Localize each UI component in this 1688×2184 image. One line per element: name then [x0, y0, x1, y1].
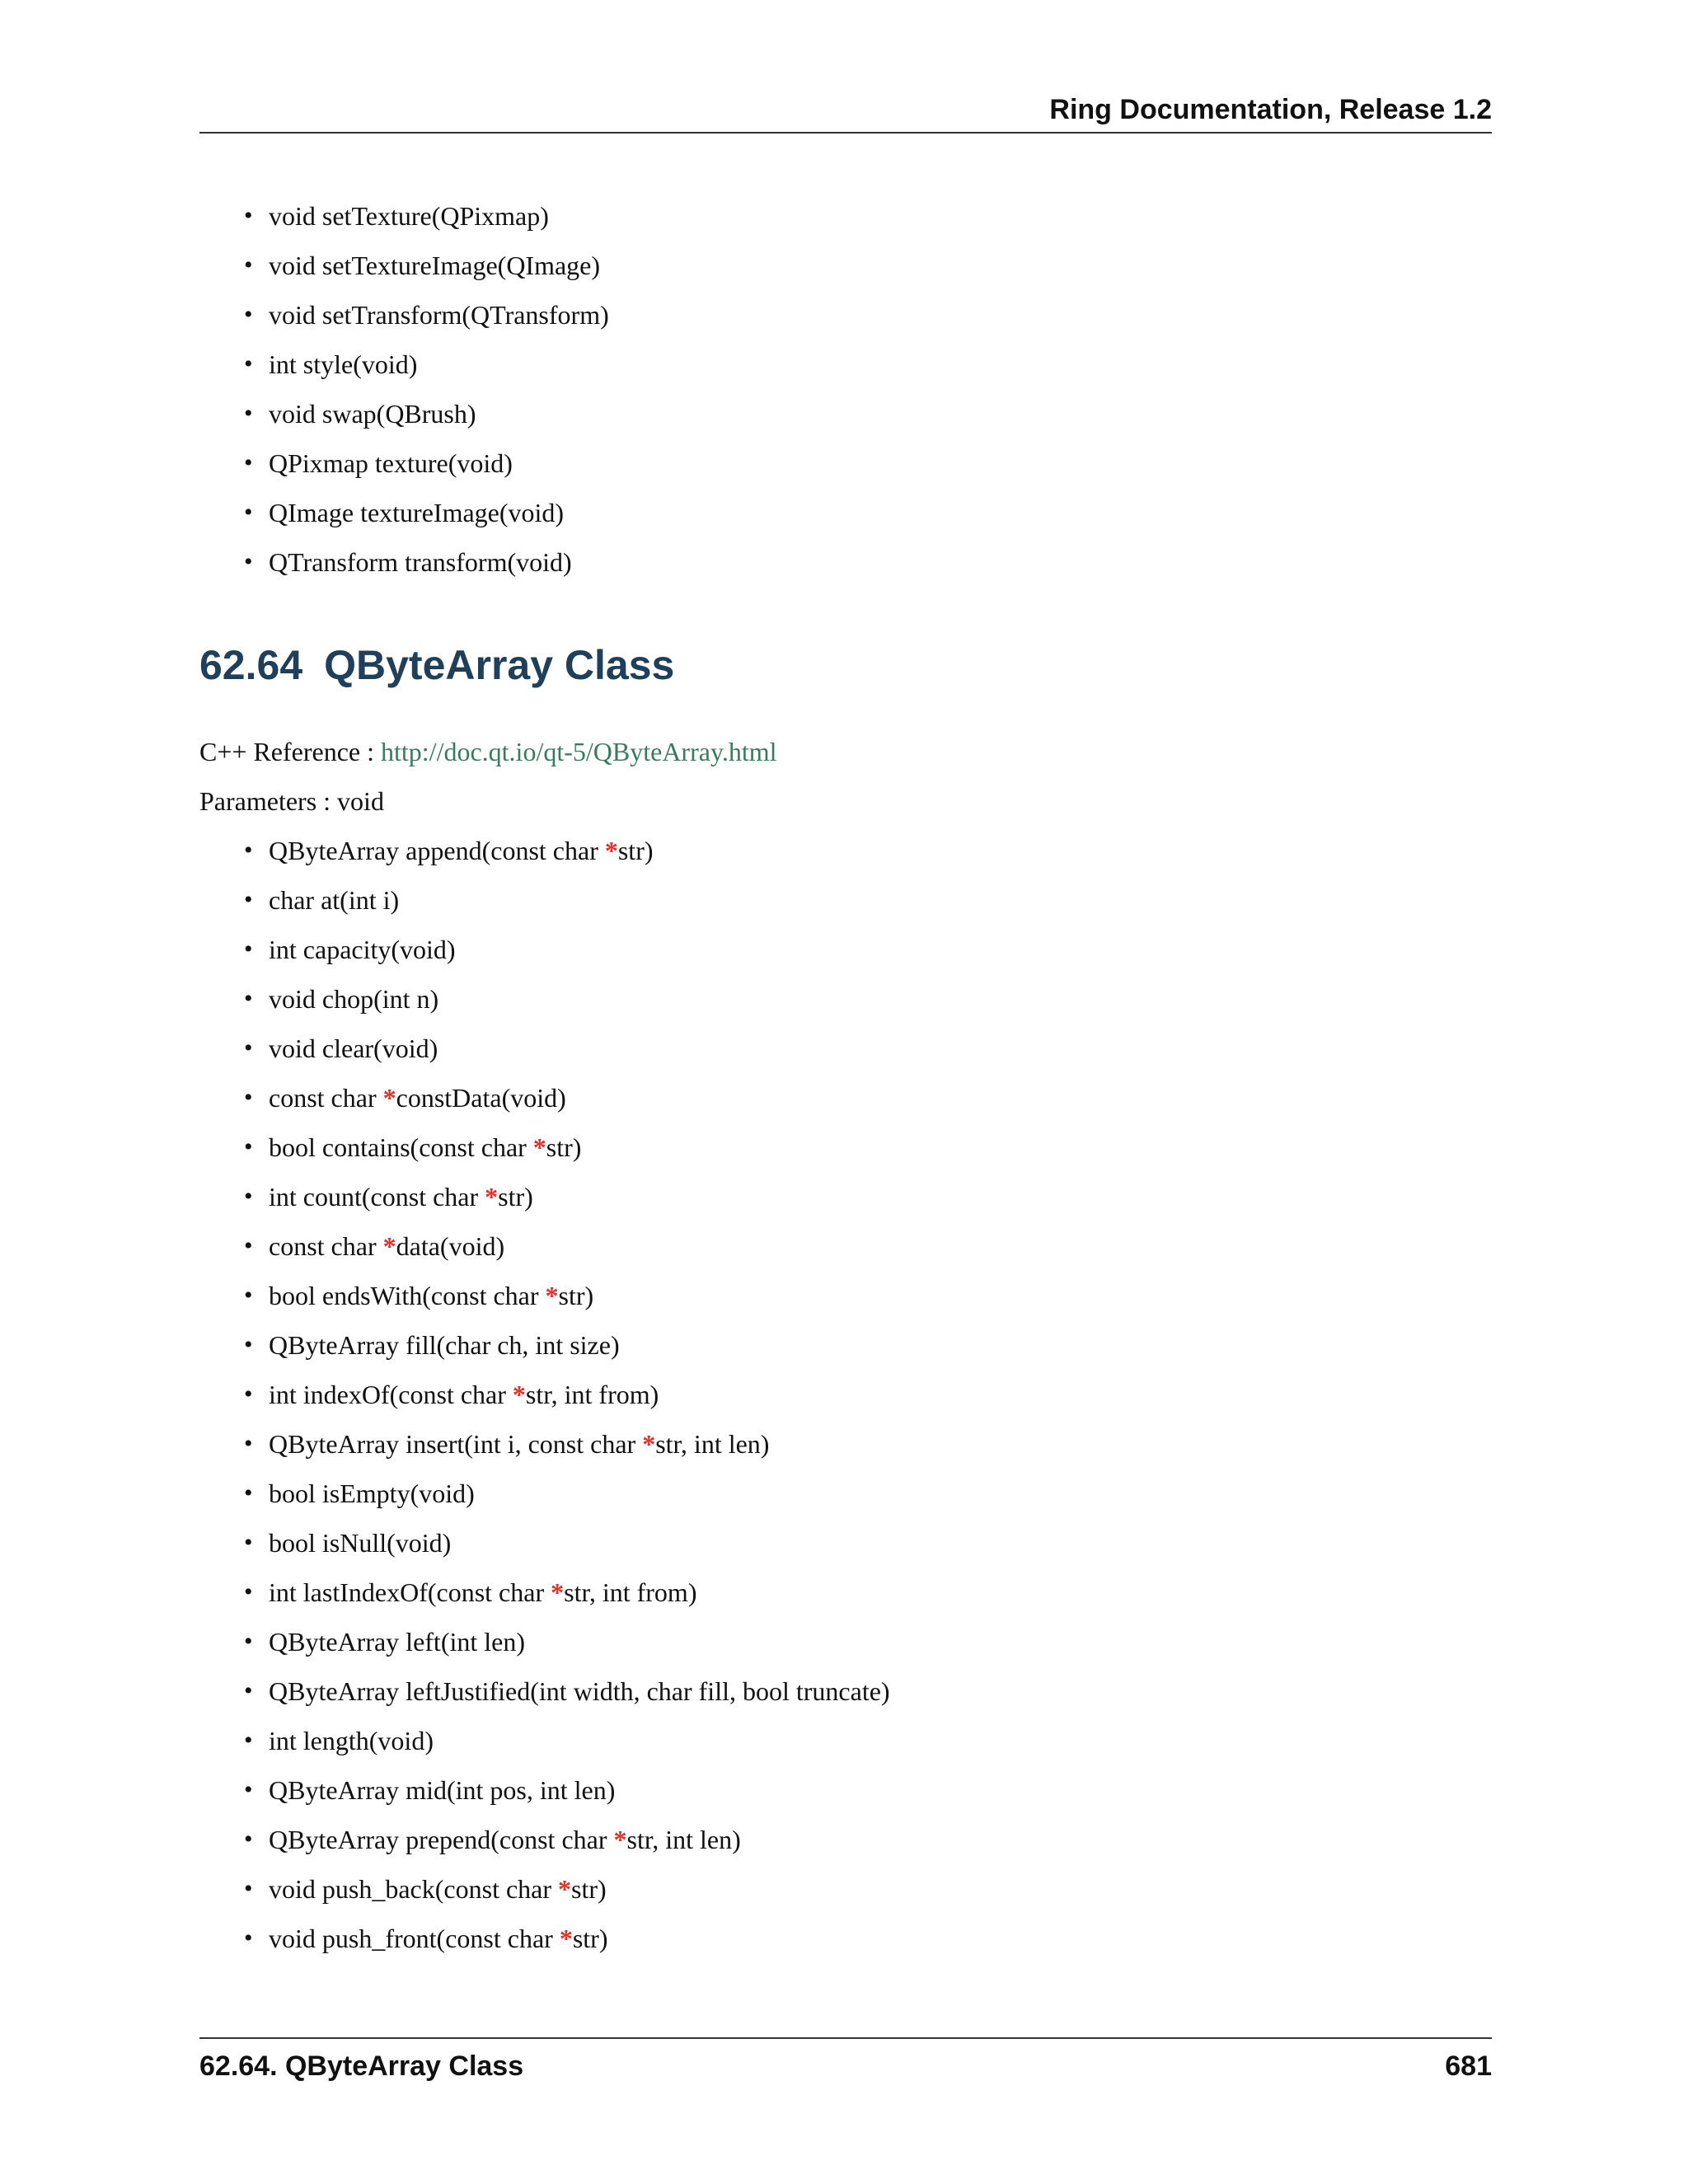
section-title: QByteArray Class — [324, 642, 675, 688]
list-item — [199, 1914, 890, 1963]
method-list-continued — [199, 191, 609, 587]
list-item — [199, 1320, 890, 1370]
list-item — [199, 1122, 890, 1172]
item-text: QByteArray mid(int pos, int len) — [269, 1775, 616, 1805]
item-text-rest: data(void) — [396, 1231, 505, 1261]
list-item — [199, 1765, 890, 1815]
list-item — [199, 389, 609, 438]
item-text: void clear(void) — [269, 1033, 438, 1063]
section-heading — [199, 636, 674, 694]
page-number: 681 — [1445, 2050, 1492, 2082]
reference-label: C++ Reference : — [199, 737, 381, 766]
pointer-star: * — [559, 1924, 573, 1953]
list-item — [199, 1024, 890, 1073]
item-text: bool contains(const char — [269, 1132, 533, 1162]
item-text-rest: str) — [546, 1132, 582, 1162]
item-text: bool isNull(void) — [269, 1528, 452, 1558]
pointer-star: * — [551, 1577, 565, 1607]
item-text-rest: str) — [498, 1182, 533, 1212]
item-text: QByteArray insert(int i, const char — [269, 1429, 643, 1459]
item-text: QByteArray fill(char ch, int size) — [269, 1330, 620, 1360]
pointer-star: * — [485, 1182, 499, 1212]
list-item — [199, 438, 609, 488]
item-text-rest: str) — [571, 1874, 607, 1904]
list-item — [199, 488, 609, 537]
item-text: const char — [269, 1083, 383, 1113]
item-text: const char — [269, 1231, 383, 1261]
list-item — [199, 1172, 890, 1221]
item-text-rest: str, int from) — [564, 1577, 697, 1607]
item-text: void chop(int n) — [269, 984, 439, 1014]
list-item — [199, 1370, 890, 1419]
item-text: void swap(QBrush) — [269, 399, 476, 429]
running-footer — [199, 2037, 1492, 2087]
item-text: bool endsWith(const char — [269, 1281, 546, 1310]
item-text: QByteArray leftJustified(int width, char fill, bool truncate) — [269, 1676, 890, 1706]
pointer-star: * — [545, 1281, 559, 1310]
list-item — [199, 290, 609, 340]
header-title: Ring Documentation, Release 1.2 — [1049, 94, 1492, 125]
item-text: QByteArray prepend(const char — [269, 1825, 614, 1854]
list-item — [199, 241, 609, 290]
pointer-star: * — [558, 1874, 572, 1904]
list-item — [199, 1518, 890, 1568]
item-text: void setTextureImage(QImage) — [269, 251, 601, 280]
list-item — [199, 1617, 890, 1666]
item-text: QImage textureImage(void) — [269, 498, 565, 527]
list-item — [199, 537, 609, 587]
reference-link[interactable]: http://doc.qt.io/qt-5/QByteArray.html — [381, 737, 777, 766]
item-text-rest: str, int len) — [655, 1429, 770, 1459]
item-text: void push_back(const char — [269, 1874, 559, 1904]
item-text: int capacity(void) — [269, 935, 456, 964]
list-item — [199, 1568, 890, 1617]
list-item — [199, 340, 609, 389]
list-item — [199, 1073, 890, 1122]
section-number: 62.64 — [199, 642, 303, 688]
item-text: bool isEmpty(void) — [269, 1479, 475, 1508]
item-text-rest: str) — [617, 836, 654, 865]
item-text: void push_front(const char — [269, 1924, 560, 1953]
list-item — [199, 1221, 890, 1271]
list-item — [199, 875, 890, 925]
item-text: char at(int i) — [269, 885, 400, 915]
list-item — [199, 826, 890, 875]
footer-section: 62.64. QByteArray Class — [199, 2050, 524, 2082]
item-text: int style(void) — [269, 349, 418, 379]
pointer-star: * — [532, 1132, 546, 1162]
pointer-star: * — [512, 1380, 526, 1409]
pointer-star: * — [642, 1429, 656, 1459]
document-page — [199, 0, 1492, 2184]
list-item — [199, 1815, 890, 1864]
method-list — [199, 826, 890, 1963]
item-text: void setTransform(QTransform) — [269, 300, 609, 330]
item-text-rest: constData(void) — [396, 1083, 566, 1113]
item-text-rest: str, int len) — [626, 1825, 741, 1854]
cpp-reference — [199, 727, 777, 776]
item-text: void setTexture(QPixmap) — [269, 201, 549, 231]
list-item — [199, 925, 890, 974]
item-text-rest: str) — [558, 1281, 594, 1310]
item-text-rest: str) — [572, 1924, 608, 1953]
pointer-star: * — [382, 1231, 396, 1261]
list-item — [199, 1271, 890, 1320]
running-header — [199, 92, 1492, 134]
item-text: QTransform transform(void) — [269, 547, 572, 577]
item-text: int length(void) — [269, 1726, 434, 1755]
item-text: QByteArray append(const char — [269, 836, 605, 865]
pointer-star: * — [613, 1825, 627, 1854]
item-text: int indexOf(const char — [269, 1380, 513, 1409]
list-item — [199, 1666, 890, 1716]
item-text: int count(const char — [269, 1182, 485, 1212]
pointer-star: * — [382, 1083, 396, 1113]
pointer-star: * — [604, 836, 618, 865]
item-text: QByteArray left(int len) — [269, 1627, 525, 1657]
list-item — [199, 1419, 890, 1469]
list-item — [199, 1469, 890, 1518]
list-item — [199, 1864, 890, 1914]
item-text: QPixmap texture(void) — [269, 448, 513, 478]
list-item — [199, 191, 609, 241]
list-item — [199, 974, 890, 1024]
parameters-line: Parameters : void — [199, 786, 384, 816]
list-item — [199, 1716, 890, 1765]
item-text: int lastIndexOf(const char — [269, 1577, 551, 1607]
item-text-rest: str, int from) — [525, 1380, 659, 1409]
